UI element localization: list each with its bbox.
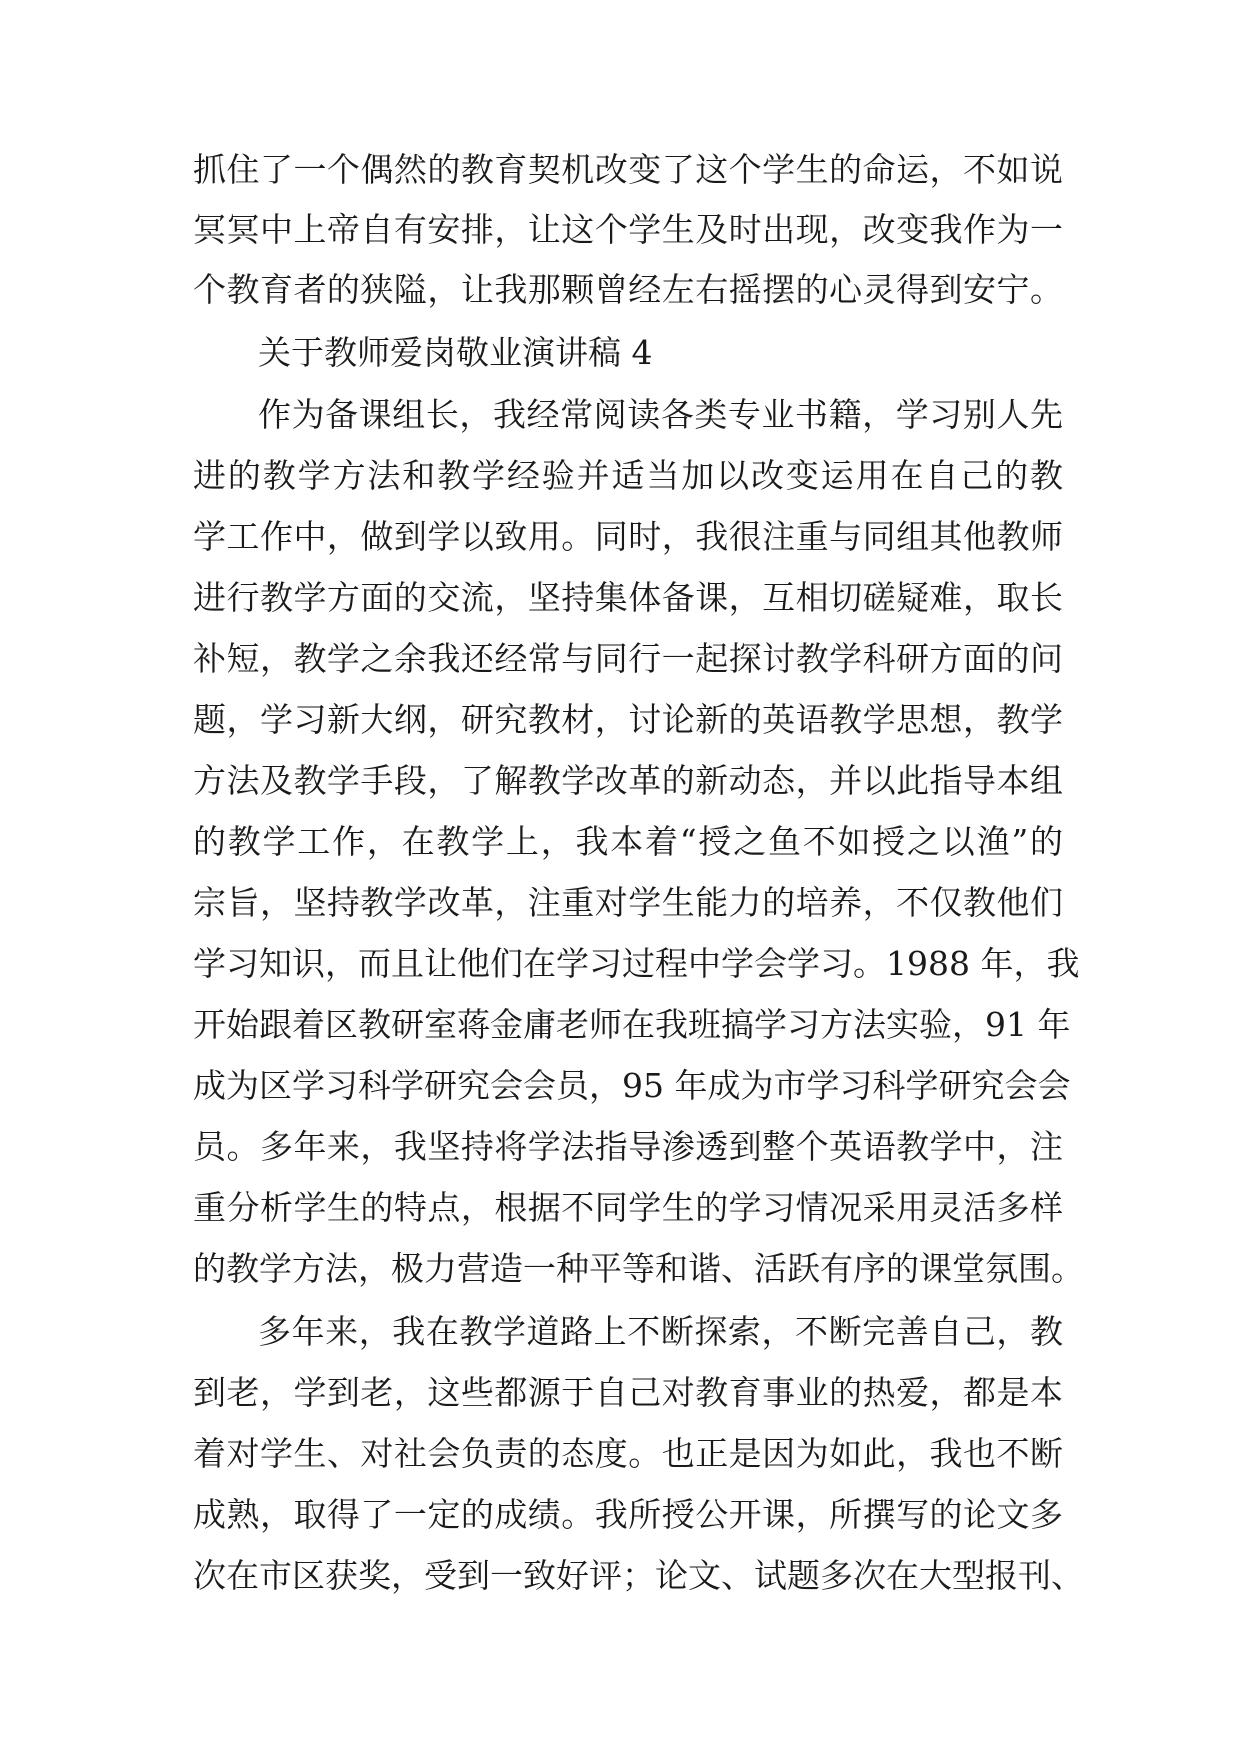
paragraph-3-line: 着对学生、对社会负责的态度。也正是因为如此，我也不断	[193, 1434, 1063, 1473]
paragraph-1-line: 抓住了一个偶然的教育契机改变了这个学生的命运，不如说	[193, 150, 1063, 189]
paragraph-2-line: 方法及教学手段，了解教学改革的新动态，并以此指导本组	[193, 761, 1063, 800]
paragraph-3-line: 多年来，我在教学道路上不断探索，不断完善自己，教	[258, 1312, 1063, 1351]
paragraph-2-line: 员。多年来，我坚持将学法指导渗透到整个英语教学中，注	[193, 1127, 1063, 1166]
paragraph-2-line: 重分析学生的特点，根据不同学生的学习情况采用灵活多样	[193, 1188, 1063, 1227]
paragraph-3-line: 到老，学到老，这些都源于自己对教育事业的热爱，都是本	[193, 1373, 1063, 1412]
paragraph-2-line: 的教学方法，极力营造一种平等和谐、活跃有序的课堂氛围。	[193, 1249, 1084, 1288]
paragraph-2-line: 作为备课组长，我经常阅读各类专业书籍，学习别人先	[258, 395, 1063, 434]
paragraph-3-line: 次在市区获奖，受到一致好评；论文、试题多次在大型报刊、	[193, 1556, 1084, 1595]
paragraph-2-line: 成为区学习科学研究会会员，95 年成为市学习科学研究会会	[193, 1066, 1071, 1105]
section-heading: 关于教师爱岗敬业演讲稿 4	[258, 333, 653, 372]
paragraph-2-line: 宗旨，坚持教学改革，注重对学生能力的培养，不仅教他们	[193, 883, 1063, 922]
paragraph-2-line: 补短，教学之余我还经常与同行一起探讨教学科研方面的问	[193, 639, 1063, 678]
paragraph-1-line: 冥冥中上帝自有安排，让这个学生及时出现，改变我作为一	[193, 210, 1063, 249]
paragraph-3-line: 成熟，取得了一定的成绩。我所授公开课，所撰写的论文多	[193, 1495, 1063, 1534]
paragraph-2-line: 开始跟着区教研室蒋金庸老师在我班搞学习方法实验，91 年	[193, 1005, 1071, 1044]
paragraph-2-line: 的教学工作，在教学上，我本着“授之鱼不如授之以渔”的	[193, 822, 1063, 861]
paragraph-2-line: 进的教学方法和教学经验并适当加以改变运用在自己的教	[193, 456, 1063, 495]
paragraph-2-line: 进行教学方面的交流，坚持集体备课，互相切磋疑难，取长	[193, 578, 1063, 617]
paragraph-1-line: 个教育者的狭隘，让我那颗曾经左右摇摆的心灵得到安宁。	[193, 270, 1063, 309]
paragraph-2-line: 题，学习新大纲，研究教材，讨论新的英语教学思想，教学	[193, 700, 1063, 739]
paragraph-2-line: 学习知识，而且让他们在学习过程中学会学习。1988 年，我	[193, 944, 1080, 983]
paragraph-2-line: 学工作中，做到学以致用。同时，我很注重与同组其他教师	[193, 517, 1063, 556]
